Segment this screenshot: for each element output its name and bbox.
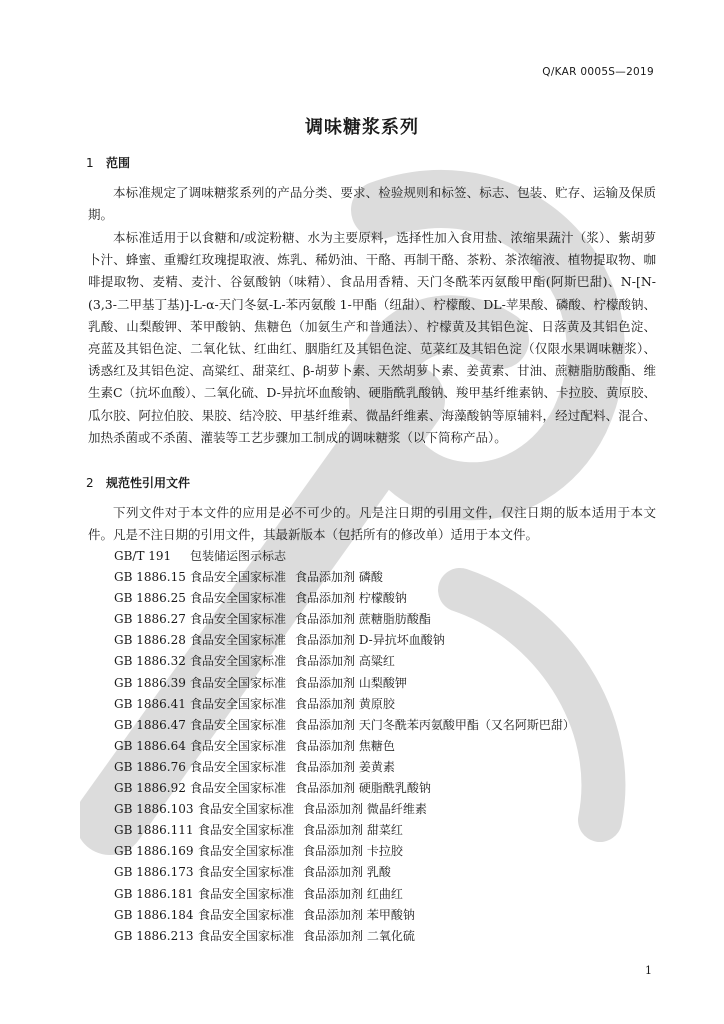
reference-title: 包装储运图示标志 bbox=[190, 549, 287, 563]
reference-standard-type: 食品安全国家标准 bbox=[190, 675, 287, 690]
reference-code: GB 1886.92 bbox=[114, 781, 186, 796]
reference-item bbox=[114, 884, 575, 905]
reference-item bbox=[114, 588, 575, 609]
reference-item bbox=[114, 778, 575, 799]
reference-item bbox=[114, 694, 575, 715]
reference-standard-type: 食品安全国家标准 bbox=[198, 865, 295, 880]
section-heading-normative-references bbox=[86, 474, 190, 491]
reference-item bbox=[114, 673, 575, 694]
reference-title: 食品添加剂 柠檬酸钠 bbox=[295, 591, 407, 606]
reference-item bbox=[114, 905, 575, 926]
reference-standard-type: 食品安全国家标准 bbox=[190, 591, 287, 606]
reference-code: GB 1886.64 bbox=[114, 738, 186, 753]
reference-title: 食品添加剂 高粱红 bbox=[295, 654, 395, 669]
reference-standard-type: 食品安全国家标准 bbox=[190, 570, 287, 585]
reference-title: 食品添加剂 焦糖色 bbox=[295, 738, 395, 753]
reference-code: GB 1886.169 bbox=[114, 844, 194, 859]
reference-item bbox=[114, 546, 575, 567]
document-title: 调味糖浆系列 bbox=[305, 117, 419, 138]
reference-item bbox=[114, 651, 575, 672]
reference-item bbox=[114, 567, 575, 588]
reference-title: 食品添加剂 黄原胶 bbox=[295, 696, 395, 711]
reference-item bbox=[114, 630, 575, 651]
reference-title: 食品添加剂 天门冬酰苯丙氨酸甲酯（又名阿斯巴甜） bbox=[295, 717, 575, 732]
reference-title: 食品添加剂 D-异抗坏血酸钠 bbox=[295, 633, 445, 648]
reference-standard-type: 食品安全国家标准 bbox=[198, 928, 295, 943]
reference-title: 食品添加剂 姜黄素 bbox=[295, 759, 395, 774]
reference-code: GB 1886.32 bbox=[114, 654, 186, 669]
reference-standard-type: 食品安全国家标准 bbox=[190, 633, 287, 648]
reference-code: GB 1886.27 bbox=[114, 612, 186, 627]
reference-item bbox=[114, 862, 575, 883]
reference-standard-type: 食品安全国家标准 bbox=[190, 781, 287, 796]
reference-item bbox=[114, 715, 575, 736]
reference-code: GB 1886.111 bbox=[114, 823, 194, 838]
reference-code: GB 1886.103 bbox=[114, 802, 194, 817]
reference-code: GB 1886.39 bbox=[114, 675, 186, 690]
reference-item bbox=[114, 609, 575, 630]
reference-title: 食品添加剂 微晶纤维素 bbox=[303, 802, 427, 817]
document-code: Q/KAR 0005S—2019 bbox=[542, 66, 654, 78]
reference-standard-type: 食品安全国家标准 bbox=[190, 696, 287, 711]
reference-code: GB 1886.213 bbox=[114, 928, 194, 943]
reference-standard-type: 食品安全国家标准 bbox=[198, 907, 295, 922]
reference-code: GB 1886.76 bbox=[114, 759, 186, 774]
reference-title: 食品添加剂 磷酸 bbox=[295, 570, 383, 585]
reference-title: 食品添加剂 蔗糖脂肪酸酯 bbox=[295, 612, 431, 627]
reference-item bbox=[114, 926, 575, 947]
reference-code: GB 1886.25 bbox=[114, 591, 186, 606]
reference-code: GB 1886.15 bbox=[114, 570, 186, 585]
reference-standard-type: 食品安全国家标准 bbox=[198, 823, 295, 838]
reference-standard-type: 食品安全国家标准 bbox=[190, 612, 287, 627]
reference-code: GB 1886.41 bbox=[114, 696, 186, 711]
reference-code: GB 1886.184 bbox=[114, 907, 194, 922]
references-intro-paragraph: 下列文件对于本文件的应用是必不可少的。凡是注日期的引用文件，仅注日期的版本适用于本文件。凡是不注日期的引用文件，其最新版本（包括所有的修改单）适用于本文件。 bbox=[88, 505, 656, 543]
reference-item bbox=[114, 736, 575, 757]
scope-applicability-paragraph: 本标准适用于以食糖和/或淀粉糖、水为主要原料，选择性加入食用盐、浓缩果蔬汁（浆）、紫胡萝卜汁、蜂蜜、重瓣红玫瑰提取液、炼乳、稀奶油、干酪、再制干酪、茶粉、茶浓缩液、植物提取物、咖啡提取物、麦精、麦汁、谷氨酸钠（味精）、食品用香精、天门冬酰苯丙氨酸甲酯(阿斯巴甜)、N-[N-(3,3-二甲基丁基)]-L-α-天门冬氨-L-苯丙氨酸 1-甲酯（纽甜）、柠檬酸、DL-苹果酸、磷酸、柠檬酸钠、乳酸、山梨酸钾、苯甲酸钠、焦糖色（加氨生产和普通法）、柠檬黄及其铝色淀、日落黄及其铝色淀、亮蓝及其铝色淀、二氧化钛、红曲红、胭脂红及其铝色淀、苋菜红及其铝色淀（仅限水果调味糖浆）、诱惑红及其铝色淀、高粱红、甜菜红、β-胡萝卜素、天然胡萝卜素、姜黄素、甘油、蔗糖脂肪酸酯、维生素C（抗坏血酸）、二氧化硫、D-异抗坏血酸钠、硬脂酰乳酸钠、羧甲基纤维素钠、卡拉胶、黄原胶、瓜尔胶、阿拉伯胶、果胶、结冷胶、甲基纤维素、微晶纤维素、海藻酸钠等原辅料，经过配料、混合、加热杀菌或不杀菌、灌装等工艺步骤加工制成的调味糖浆（以下简称产品）。 bbox=[88, 230, 656, 445]
reference-title: 食品添加剂 甜菜红 bbox=[303, 823, 403, 838]
section-title: 范围 bbox=[106, 156, 131, 170]
reference-item bbox=[114, 841, 575, 862]
reference-title: 食品添加剂 红曲红 bbox=[303, 886, 403, 901]
page-number: 1 bbox=[645, 964, 652, 977]
reference-title: 食品添加剂 山梨酸钾 bbox=[295, 675, 407, 690]
reference-code: GB/T 191 bbox=[114, 549, 172, 563]
reference-code: GB 1886.173 bbox=[114, 865, 194, 880]
reference-item bbox=[114, 757, 575, 778]
reference-title: 食品添加剂 二氧化硫 bbox=[303, 928, 415, 943]
reference-standard-type: 食品安全国家标准 bbox=[198, 844, 295, 859]
reference-standard-type: 食品安全国家标准 bbox=[198, 886, 295, 901]
reference-title: 食品添加剂 硬脂酰乳酸钠 bbox=[295, 781, 431, 796]
scope-paragraph: 本标准规定了调味糖浆系列的产品分类、要求、检验规则和标签、标志、包装、贮存、运输及保质期。 bbox=[88, 185, 656, 223]
reference-standard-type: 食品安全国家标准 bbox=[190, 654, 287, 669]
section-title: 规范性引用文件 bbox=[106, 476, 191, 490]
reference-title: 食品添加剂 苯甲酸钠 bbox=[303, 907, 415, 922]
reference-title: 食品添加剂 卡拉胶 bbox=[303, 844, 403, 859]
reference-standard-type: 食品安全国家标准 bbox=[190, 717, 287, 732]
reference-title: 食品添加剂 乳酸 bbox=[303, 865, 391, 880]
section-number: 1 bbox=[86, 156, 94, 170]
reference-item bbox=[114, 820, 575, 841]
reference-code: GB 1886.28 bbox=[114, 633, 186, 648]
section-number: 2 bbox=[86, 476, 94, 490]
reference-list bbox=[114, 546, 575, 947]
reference-code: GB 1886.181 bbox=[114, 886, 194, 901]
reference-standard-type: 食品安全国家标准 bbox=[198, 802, 295, 817]
reference-standard-type: 食品安全国家标准 bbox=[190, 738, 287, 753]
section-heading-scope bbox=[86, 154, 130, 171]
reference-item bbox=[114, 799, 575, 820]
reference-code: GB 1886.47 bbox=[114, 717, 186, 732]
reference-standard-type: 食品安全国家标准 bbox=[190, 759, 287, 774]
